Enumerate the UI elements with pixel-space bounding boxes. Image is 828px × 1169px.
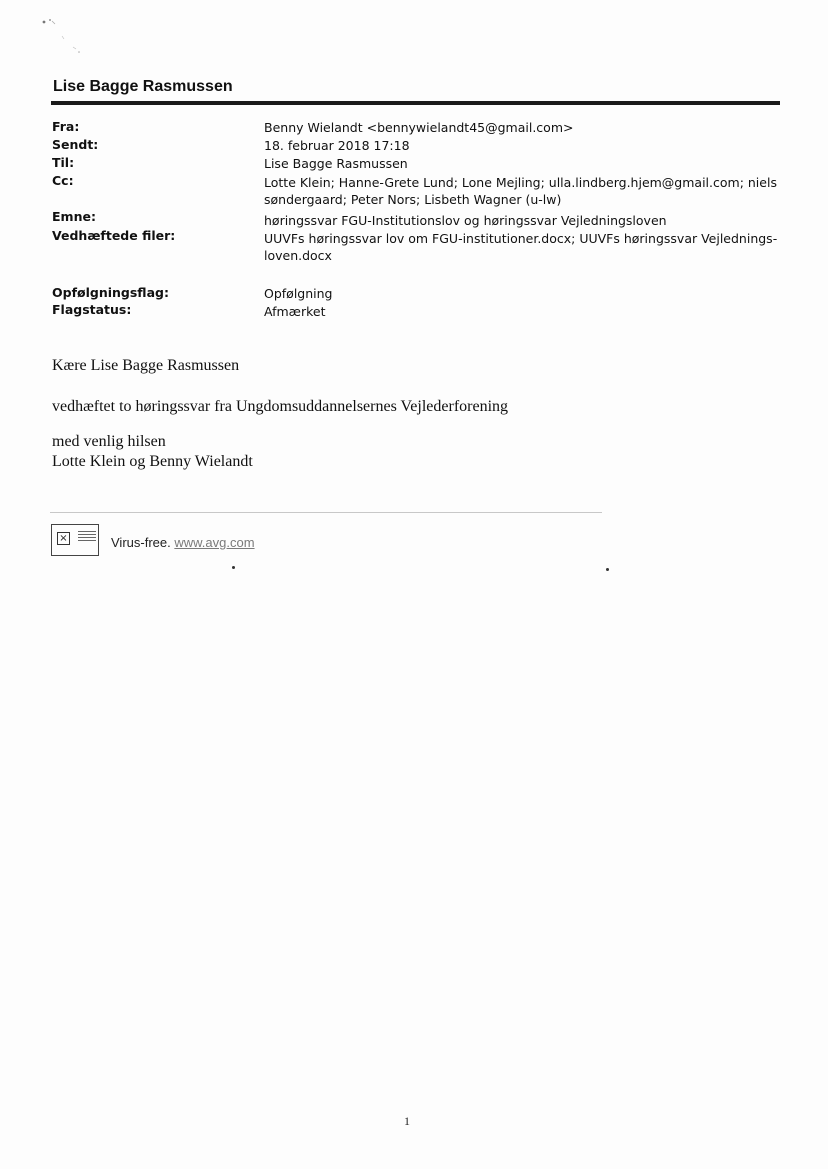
virus-free-notice — [111, 535, 255, 550]
email-greeting: Kære Lise Bagge Rasmussen — [52, 357, 240, 374]
attachments-value — [264, 230, 779, 264]
text-lines-icon — [78, 531, 96, 543]
followup-flag-value: Opfølgning — [264, 286, 333, 301]
attachments-value-line-1: UUVFs høringssvar lov om FGU-institutioner.docx; UUVFs høringssvar Vejlednings- — [264, 231, 778, 246]
page-number: 1 — [404, 1114, 410, 1128]
cc-value-line-1: Lotte Klein; Hanne-Grete Lund; Lone Mejling; ulla.lindberg.hjem@gmail.com; niels — [264, 175, 777, 190]
avg-link[interactable]: www.avg.com — [174, 535, 255, 550]
scan-dot — [606, 568, 609, 571]
from-value: Benny Wielandt <bennywielandt45@gmail.com> — [264, 120, 574, 135]
subject-label: Emne: — [52, 209, 96, 224]
close-icon: × — [57, 532, 70, 545]
sent-value: 18. februar 2018 17:18 — [264, 138, 410, 153]
attachments-label: Vedhæftede filer: — [52, 228, 176, 243]
scan-artifact — [40, 14, 90, 59]
sent-label: Sendt: — [52, 137, 99, 152]
from-label: Fra: — [52, 119, 80, 134]
flag-status-label: Flagstatus: — [52, 302, 132, 317]
header-recipient-name: Lise Bagge Rasmussen — [53, 78, 233, 95]
subject-value: høringssvar FGU-Institutionslov og høringssvar Vejledningsloven — [264, 213, 667, 228]
broken-image-icon — [51, 524, 99, 556]
attachments-value-line-2: loven.docx — [264, 248, 332, 263]
email-signature: Lotte Klein og Benny Wielandt — [52, 453, 253, 470]
cc-label: Cc: — [52, 173, 74, 188]
cc-value-line-2: søndergaard; Peter Nors; Lisbeth Wagner (u-lw) — [264, 192, 562, 207]
cc-value — [264, 174, 779, 208]
header-divider — [51, 101, 780, 105]
virus-free-text: Virus-free. — [111, 535, 171, 550]
followup-flag-label: Opfølgningsflag: — [52, 285, 169, 300]
scan-dot — [232, 566, 235, 569]
signature-divider — [50, 512, 602, 513]
email-closing: med venlig hilsen — [52, 433, 166, 450]
flag-status-value: Afmærket — [264, 304, 326, 319]
email-message: vedhæftet to høringssvar fra Ungdomsuddannelsernes Vejlederforening — [52, 398, 509, 415]
to-value: Lise Bagge Rasmussen — [264, 156, 408, 171]
to-label: Til: — [52, 155, 75, 170]
